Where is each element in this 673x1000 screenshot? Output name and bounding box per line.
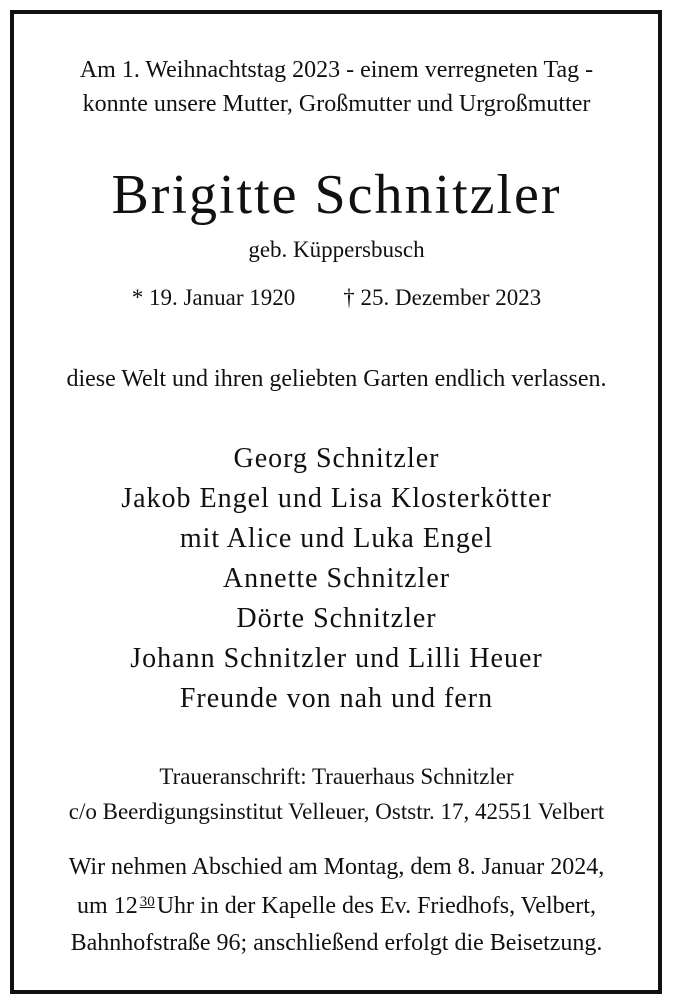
address-line-1: Traueranschrift: Trauerhaus Schnitzler [159,764,514,789]
closing-line: diese Welt und ihren geliebten Garten endlich verlassen. [66,366,607,392]
intro-line-2: konnte unsere Mutter, Großmutter und Urgroßmutter [82,91,591,117]
life-dates [0,286,673,309]
farewell-line-2 [0,894,673,918]
birth-date: * 19. Januar 1920 [131,285,296,310]
mourner-line: mit Alice und Luka Engel [179,523,494,554]
farewell-time-minutes: 30 [139,894,155,910]
intro-line-1: Am 1. Weihnachtstag 2023 - einem verregneten Tag - [79,57,594,83]
mourner-line: Annette Schnitzler [222,563,451,594]
maiden-name: geb. Küppersbusch [248,237,425,262]
farewell-line-1: Wir nehmen Abschied am Montag, dem 8. Januar 2024, [68,854,605,880]
deceased-name: Brigitte Schnitzler [111,164,562,226]
farewell-location: Uhr in der Kapelle des Ev. Friedhofs, Velbert, [156,893,596,919]
address-line-2: c/o Beerdigungsinstitut Velleuer, Oststr. 17, 42551 Velbert [68,799,605,824]
mourner-line: Dörte Schnitzler [236,603,437,634]
mourner-line: Jakob Engel und Lisa Klosterkötter [121,483,552,514]
farewell-time-hour: um 12 [77,893,138,919]
death-date: † 25. Dezember 2023 [343,285,542,310]
mourner-line: Georg Schnitzler [233,443,440,474]
farewell-line-3: Bahnhofstraße 96; anschließend erfolgt die Beisetzung. [70,930,603,956]
mourner-line: Johann Schnitzler und Lilli Heuer [130,643,543,674]
mourner-line: Freunde von nah und fern [179,683,494,714]
